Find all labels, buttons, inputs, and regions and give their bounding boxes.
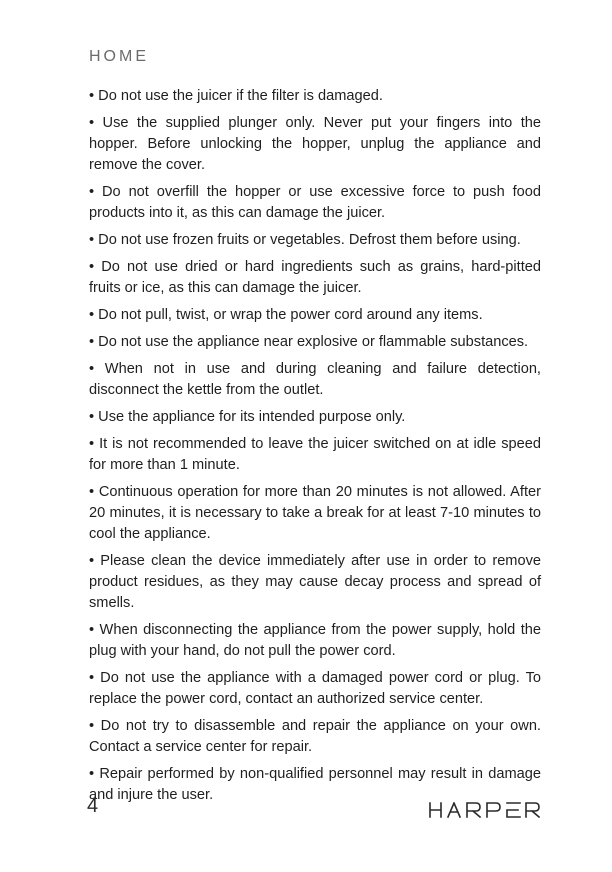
list-item: • Do not use frozen fruits or vegetables. Defrost them before using. <box>89 232 521 248</box>
list-item: • When not in use and during cleaning and failure detection, disconnect the kettle from the outlet. <box>89 361 541 398</box>
list-item: • Continuous operation for more than 20 minutes is not allowed. After 20 minutes, it is necessary to take a break for at least 7-10 minutes to cool the appliance. <box>89 484 541 542</box>
list-item: • Use the supplied plunger only. Never put your fingers into the hopper. Before unlocking the hopper, unplug the appliance and remove the cover. <box>89 115 541 173</box>
list-item: • Do not overfill the hopper or use excessive force to push food products into it, as this can damage the juicer. <box>89 184 541 221</box>
list-item: • Do not pull, twist, or wrap the power cord around any items. <box>89 307 483 323</box>
page-number: 4 <box>87 795 99 817</box>
list-item: • Do not try to disassemble and repair the appliance on your own. Contact a service center for repair. <box>89 718 541 755</box>
list-item: • Do not use the appliance with a damaged power cord or plug. To replace the power cord, contact an authorized service center. <box>89 670 541 707</box>
list-item: • Use the appliance for its intended purpose only. <box>89 409 406 425</box>
list-item: • When disconnecting the appliance from the power supply, hold the plug with your hand, do not pull the power cord. <box>89 622 541 659</box>
list-item: • Do not use the juicer if the filter is damaged. <box>89 88 383 104</box>
list-item: • Do not use dried or hard ingredients such as grains, hard-pitted fruits or ice, as this can damage the juicer. <box>89 259 541 296</box>
list-item: • Do not use the appliance near explosive or flammable substances. <box>89 334 529 350</box>
harper-brand-logo <box>429 802 541 818</box>
safety-instructions-list <box>89 86 541 812</box>
list-item: • It is not recommended to leave the juicer switched on at idle speed for more than 1 minute. <box>89 436 541 473</box>
home-logo: HOME <box>89 48 149 65</box>
list-item: • Repair performed by non-qualified personnel may result in damage and injure the user. <box>89 766 541 803</box>
list-item: • Please clean the device immediately after use in order to remove product residues, as they may cause decay process and spread of smells. <box>89 553 541 611</box>
